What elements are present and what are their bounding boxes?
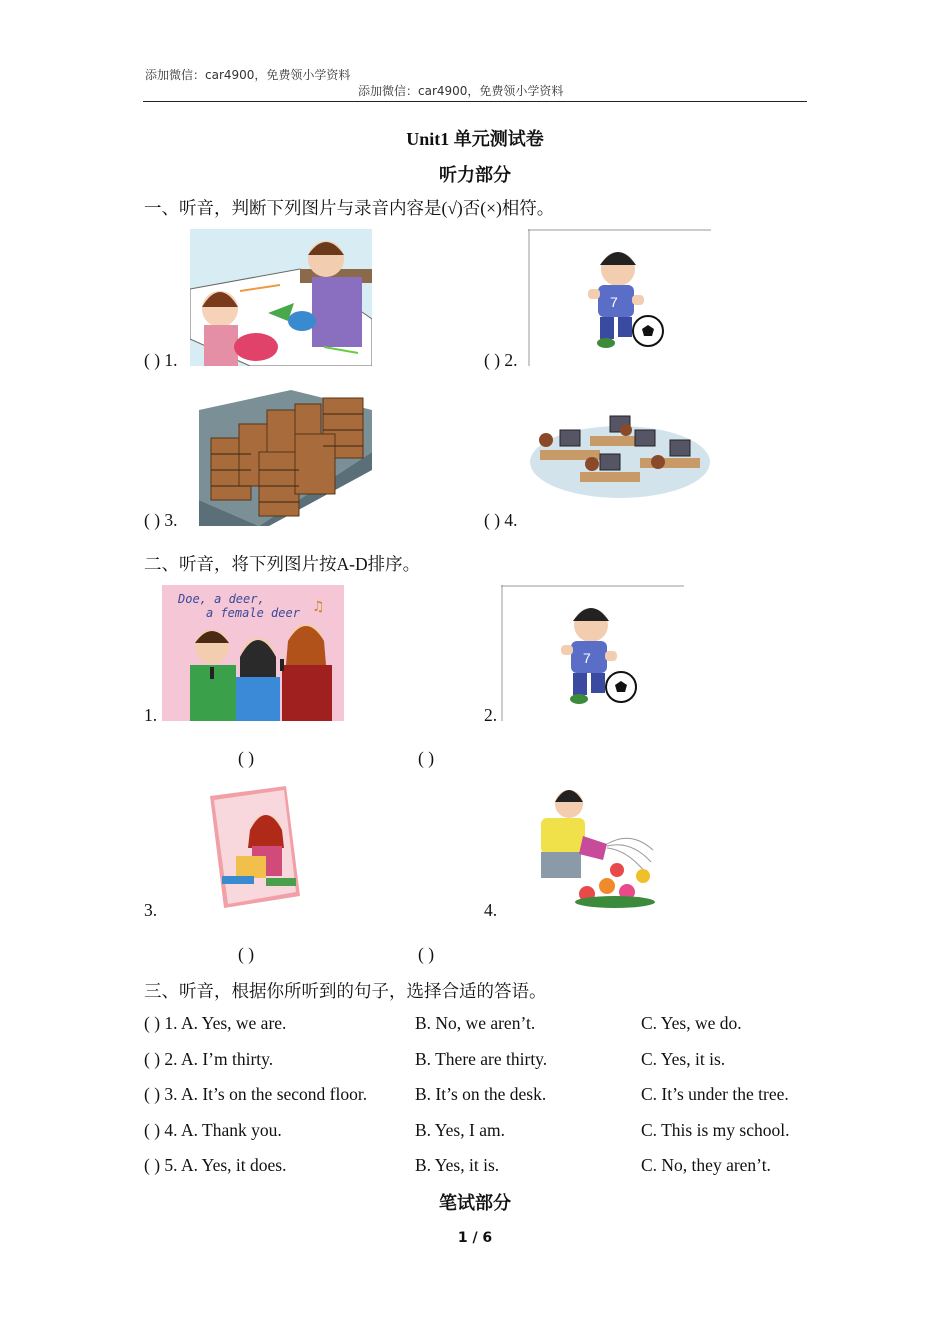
song-text-line1: Doe, a deer, [178, 592, 265, 606]
s2-item2-answer[interactable]: ( ) [418, 748, 435, 768]
s2-item4-answer[interactable]: ( ) [418, 944, 435, 964]
page-number: 1 / 6 [457, 1230, 493, 1246]
header-rule [143, 101, 807, 102]
q2-option-a[interactable]: ( ) 2. A. I’m thirty. [144, 1049, 274, 1069]
q4-option-a[interactable]: ( ) 4. A. Thank you. [144, 1120, 282, 1140]
s1-item4-label: ( ) 4. [484, 510, 518, 530]
q2-option-b[interactable]: B. There are thirty. [415, 1049, 548, 1069]
q4-option-b[interactable]: B. Yes, I am. [415, 1120, 505, 1140]
song-text-line2: a female deer [206, 606, 300, 620]
library-bookshelves-picture [199, 390, 372, 526]
q1-option-c[interactable]: C. Yes, we do. [641, 1013, 742, 1033]
boy-watering-flowers-picture [527, 786, 658, 910]
s2-item2-label: 2. [484, 705, 498, 725]
s1-item1-label: ( ) 1. [144, 350, 178, 370]
svg-text:7: 7 [610, 294, 618, 310]
section1-instruction: 一、听音，判断下列图片与录音内容是(√)否(×)相符。 [144, 198, 555, 218]
s2-item3-answer[interactable]: ( ) [238, 944, 255, 964]
children-singing-picture [162, 585, 344, 721]
children-drawing-picture [190, 229, 372, 366]
q4-option-c[interactable]: C. This is my school. [641, 1120, 790, 1140]
q5-option-c[interactable]: C. No, they aren’t. [641, 1155, 771, 1175]
section3-instruction: 三、听音，根据你所听到的句子，选择合适的答语。 [144, 981, 547, 1001]
q5-option-a[interactable]: ( ) 5. A. Yes, it does. [144, 1155, 287, 1175]
s1-item2-label: ( ) 2. [484, 350, 518, 370]
q2-option-c[interactable]: C. Yes, it is. [641, 1049, 726, 1069]
listening-heading: 听力部分 [439, 165, 511, 185]
q1-option-a[interactable]: ( ) 1. A. Yes, we are. [144, 1013, 287, 1033]
q5-option-b[interactable]: B. Yes, it is. [415, 1155, 500, 1175]
header-watermark-repeat: 添加微信：car4900，免费领小学资料 [358, 84, 564, 98]
svg-text:♫: ♫ [312, 599, 325, 615]
page-title: Unit1 单元测试卷 [406, 129, 544, 149]
q3-option-c[interactable]: C. It’s under the tree. [641, 1084, 789, 1104]
written-heading: 笔试部分 [439, 1193, 511, 1213]
boy-playing-football-picture [528, 229, 711, 366]
q1-option-b[interactable]: B. No, we aren’t. [415, 1013, 536, 1033]
q3-option-a[interactable]: ( ) 3. A. It’s on the second floor. [144, 1084, 368, 1104]
svg-text:7: 7 [583, 650, 591, 666]
girl-reading-card-picture [206, 786, 302, 910]
s2-item1-label: 1. [144, 705, 158, 725]
s1-item3-label: ( ) 3. [144, 510, 178, 530]
q3-option-b[interactable]: B. It’s on the desk. [415, 1084, 547, 1104]
section2-instruction: 二、听音，将下列图片按A-D排序。 [144, 554, 421, 574]
computer-room-picture [530, 410, 710, 502]
boy-playing-football-picture-2 [501, 585, 684, 721]
header-watermark: 添加微信：car4900，免费领小学资料 [145, 68, 351, 82]
s2-item1-answer[interactable]: ( ) [238, 748, 255, 768]
s2-item3-label: 3. [144, 900, 158, 920]
s2-item4-label: 4. [484, 900, 498, 920]
